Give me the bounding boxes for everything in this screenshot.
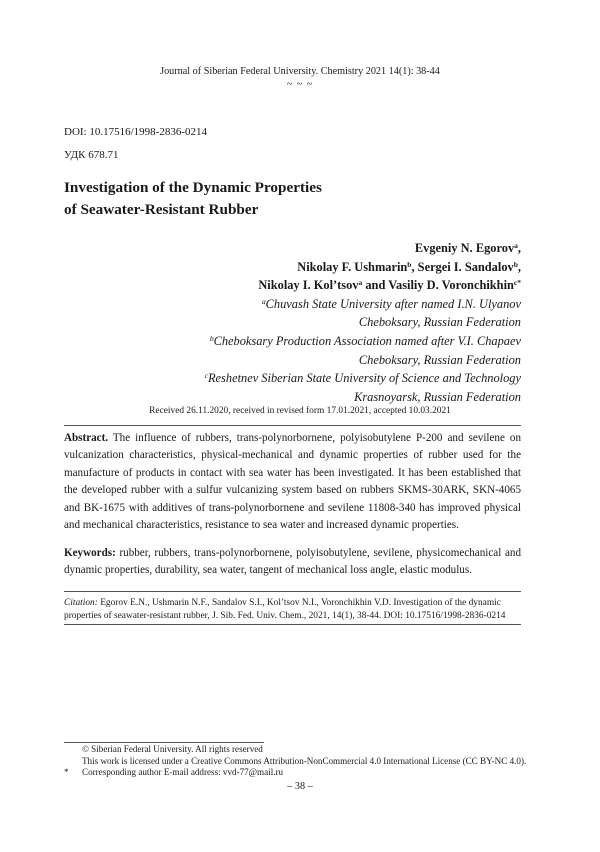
citation-top-rule bbox=[64, 591, 521, 592]
author-affiliation-mark: b bbox=[513, 259, 518, 269]
citation-bottom-rule bbox=[64, 624, 521, 625]
author-name: Nikolay I. Kol’tsov bbox=[258, 278, 359, 293]
affiliation-mark: b bbox=[209, 333, 214, 343]
author-line-2: Nikolay F. Ushmarin$^b$, Sergei I. Sandalov$^b$, bbox=[297, 259, 521, 274]
affiliation-line bbox=[205, 295, 521, 314]
copyright-note: © Siberian Federal University. All rights reserved bbox=[82, 744, 263, 754]
keywords-label: Keywords: bbox=[64, 547, 116, 559]
journal-header: Journal of Siberian Federal University. Chemistry 2021 14(1): 38-44 bbox=[160, 66, 440, 77]
author-name: Vasiliy D. Voronchikhin bbox=[388, 278, 514, 293]
author-affiliation-mark: c* bbox=[513, 278, 521, 288]
author-name: Sergei I. Sandalov bbox=[417, 259, 514, 274]
affiliation-line bbox=[205, 332, 521, 351]
author-affiliation-mark: a bbox=[358, 278, 363, 288]
citation bbox=[64, 597, 521, 623]
abstract-top-rule bbox=[64, 425, 521, 426]
affiliation-line bbox=[205, 369, 521, 388]
abstract-text: The influence of rubbers, trans-polynorbornene, polyisobutylene P-200 and sevilene on vulcanization characteristics, physical-mechanical and dynamic properties of rubber used for the manufacture of products in contact with sea water has been investigated. It has been established that the developed rubber with a sulfur vulcanizing system based on rubbers SKMS-30ARK, SKN-4065 and BK-1675 with additives of trans-polynorbornene and sevilene 11808-340 has improved physical and mechanical characteristics, resistance to sea water and increased dynamic properties. bbox=[64, 432, 521, 532]
author-affiliation-mark: b bbox=[407, 259, 412, 269]
doi: DOI: 10.17516/1998-2836-0214 bbox=[64, 126, 207, 138]
license-note: This work is licensed under a Creative Commons Attribution-NonCommercial 4.0 International License (CC BY-NC 4.0). bbox=[82, 756, 527, 766]
abstract-label: Abstract. bbox=[64, 432, 109, 444]
keywords-text: rubber, rubbers, trans-polynorbornene, polyisobutylene, sevilene, physicomechanical and dynamic properties, durability, sea water, tangent of mechanical loss angle, elastic modulus. bbox=[64, 547, 521, 577]
affiliation-city: Cheboksary, Russian Federation bbox=[358, 352, 521, 367]
affiliation-city: Cheboksary, Russian Federation bbox=[358, 315, 521, 330]
authors-block bbox=[205, 239, 521, 406]
footnote-asterisk: * bbox=[64, 767, 69, 777]
affiliation-mark: a bbox=[261, 296, 266, 306]
corresponding-author-note bbox=[64, 767, 283, 779]
author-line-3 bbox=[205, 276, 521, 295]
footnote-rule bbox=[64, 742, 264, 743]
author-affiliation-mark: a bbox=[514, 241, 518, 250]
corresponding-email: Corresponding author E-mail address: vvd-77@mail.ru bbox=[82, 767, 284, 777]
citation-text: Egorov E.N., Ushmarin N.F., Sandalov S.I., Kol’tsov N.I., Voronchikhin V.D. Investigation of the dynamic properties of seawater-resistant rubber, J. Sib. Fed. Univ. Chem., 2021, 14(1), 38-44. DOI: 10.17516/1998-2836-0214 bbox=[64, 598, 506, 621]
title-line-1: Investigation of the Dynamic Properties bbox=[64, 179, 322, 196]
article-title bbox=[64, 177, 322, 221]
affiliation-mark: c bbox=[204, 371, 208, 381]
title-line-2: of Seawater-Resistant Rubber bbox=[64, 201, 259, 218]
author-name: Evgeniy N. Egorov bbox=[414, 241, 515, 255]
affiliation-city: Krasnoyarsk, Russian Federation bbox=[354, 389, 521, 404]
affiliation-org: Reshetnev Siberian State University of Science and Technology bbox=[207, 371, 521, 386]
header-ornament: ~ ~ ~ bbox=[286, 79, 314, 90]
received-dates: Received 26.11.2020, received in revised form 17.01.2021, accepted 10.03.2021 bbox=[149, 406, 451, 416]
author-name: Nikolay F. Ushmarin bbox=[297, 259, 408, 274]
page-number: – 38 – bbox=[287, 781, 313, 792]
author-line-1: Evgeniy N. Egorov$^a$, bbox=[414, 241, 521, 255]
citation-label: Citation: bbox=[64, 598, 98, 608]
author-conjunction: and bbox=[362, 278, 389, 293]
abstract bbox=[64, 430, 521, 534]
affiliation-org: Cheboksary Production Association named after V.I. Chapaev bbox=[213, 333, 521, 348]
affiliation-org: Chuvash State University after named I.N. Ulyanov bbox=[265, 296, 521, 311]
keywords bbox=[64, 545, 521, 580]
udk-code: УДК 678.71 bbox=[64, 149, 119, 161]
